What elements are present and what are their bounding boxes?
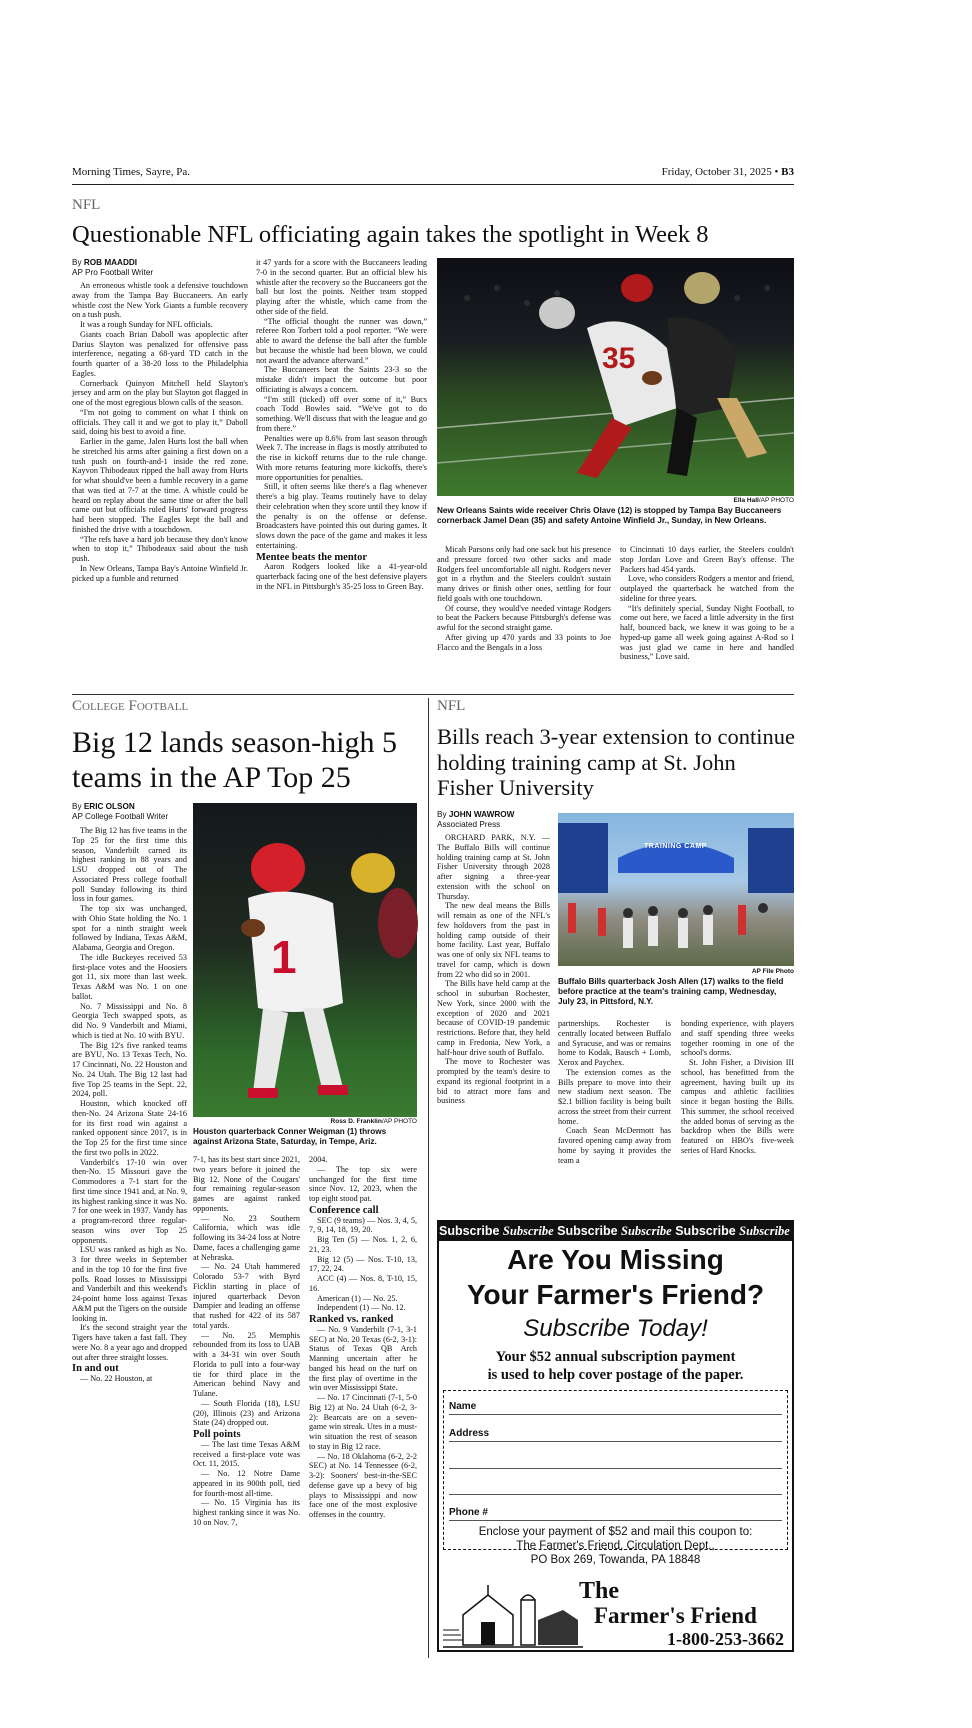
photo-caption: Buffalo Bills quarterback Josh Allen (17) walks to the field before practice at the team's training camp, Wednesday, July 23, in Pittsford, N.Y.	[558, 977, 784, 1006]
story3-col2	[558, 1019, 671, 1209]
paragraph: Coach Sean McDermott has favored opening camp away from home by saying it provides the team a	[558, 1126, 671, 1165]
paragraph: it 47 yards for a score with the Buccaneers leading 7-0 in the second quarter. But an official blew his whistle after the recovery so the Buccaneers got the ball but lost the points. Neither team stopped playing after the whistle, which came from the other side of the field.	[256, 258, 427, 316]
paragraph: Still, it often seems like there's a flag whenever there's a big play. Teams routinely have to delay their celebration when they score until they know if the penalty is on the offense or defense. Broadcasters have pointed this out during games. It slows down the pace of the game and makes it less entertaining.	[256, 482, 427, 550]
paragraph: St. John Fisher, a Division III school, has benefitted from the agreement, having built up its campus and athletic facilities since it began hosting the Bills. This summer, the school received the added bonus of serving as the backdrop when the Bills were featured on HBO's five-week series of Hard Knocks.	[681, 1058, 794, 1155]
banner-word: Subscribe	[857, 1224, 908, 1238]
paragraph: SEC (9 teams) — Nos. 3, 4, 5, 7, 9, 14, 18, 19, 20.	[309, 1215, 417, 1235]
paragraph: The extension comes as the Bills prepare to move into their new stadium next season. The $2.1 billion facility is being built across the street from their current home.	[558, 1067, 671, 1126]
paragraph: — South Florida (18), LSU (20), Illinois (23) and Arizona State (24) dropped out.	[193, 1398, 300, 1428]
photo-credit-name: Ella Hall	[733, 497, 759, 504]
paragraph: “I'm not going to comment on what I think on officials. They call it and we got to play it,” Daboll said, doing his best to avoid a fine.	[72, 407, 248, 437]
subhead: Poll points	[193, 1429, 241, 1440]
paragraph: Micah Parsons only had one sack but his presence and pressure forced two other sacks and made Rodgers feel uncomfortable all night. Rodgers never got in a rhythm and the Steelers couldn't sustain many drives or finish other ones, settling for four field goals with one touchdown.	[437, 545, 611, 603]
byline-by: By	[437, 810, 449, 819]
address-label: Address	[449, 1428, 490, 1439]
paragraph: — No. 22 Houston, at	[80, 1374, 153, 1383]
horizontal-divider	[72, 694, 794, 695]
paragraph: The move to Rochester was prompted by the team's desire to expand its regional footprint in a bid to attract more fans and business	[437, 1057, 550, 1106]
subhead: Mentee beats the mentor	[256, 551, 368, 563]
paragraph: — No. 24 Utah hammered Colorado 53-7 with Byrd Ficklin starting in place of injured quarterback Devon Dampier and leading an offense that rushed for 422 of its 587 total yards.	[193, 1262, 300, 1330]
paragraph: — No. 23 Southern California, which was idle following its 34-24 loss at Notre Dame, faces a challenging game at Nebraska.	[193, 1213, 300, 1262]
photo-caption: New Orleans Saints wide receiver Chris Olave (12) is stopped by Tampa Bay Buccaneers cornerback Jamel Dean (35) and safety Antoine Winfield Jr., Sunday, in New Orleans.	[437, 506, 782, 525]
address-field[interactable]	[449, 1428, 782, 1442]
story1-col1	[72, 281, 248, 687]
photo-credit-org: /AP PHOTO	[758, 497, 794, 504]
paragraph: Big Ten (5) — Nos. 1, 2, 6, 21, 23.	[309, 1235, 417, 1254]
date-bullet: •	[774, 166, 779, 178]
enclose-line1: Enclose your payment of $52 and mail this coupon to:	[478, 1526, 753, 1538]
name-field[interactable]	[449, 1401, 782, 1415]
paragraph: The Big 12 has five teams in the Top 25 for the first time this season, Vanderbilt carned its highest ranking in 88 years and LSU dropped out of The Associated Press college football poll Sunday following its third loss in four games.	[72, 826, 187, 904]
byline-role: Associated Press	[437, 819, 501, 829]
photo-art	[193, 803, 417, 1117]
paragraph: Independent (1) — No. 12.	[317, 1303, 406, 1313]
section-label: NFL	[437, 698, 466, 714]
paragraph: The Buccaneers beat the Saints 23-3 so the mistake didn't impact the outcome but poor officiating is always a concern.	[256, 365, 427, 394]
section-label: College Football	[72, 698, 189, 714]
photo-credit	[193, 1118, 417, 1125]
paragraph: ORCHARD PARK, N.Y. — The Buffalo Bills will continue holding training camp at St. John Fisher University through 2028 after signing a three-year extension with the school on Thursday.	[437, 833, 550, 901]
paragraph: “It's definitely special, Sunday Night Football, to come out here, we faced a little adversity in the first half, bounced back, we knew it was going to be a hyped-up game all week going against A-Rod so I was just glad we came in here and handled business,” Love said.	[620, 603, 794, 662]
subhead: Ranked vs. ranked	[309, 1314, 394, 1325]
paragraph: Earlier in the game, Jalen Hurts lost the ball when he stretched his arms after gaining a first down on a tush push on fourth-and-1 inside the red zone. Kayvon Thibodeaux ripped the ball away from Hurts for what should've been a fumble recovery in a game that was tied at 7-7 at the time. A whistle could be heard on replay about the same time or after the ball came out but officials ruled Hurts' forward progress had been stopped. The Eagles kept the ball and finished the drive with a touchdown.	[72, 437, 248, 534]
paragraph: Aaron Rodgers looked like a 41-year-old quarterback facing one of the best defensive players in the NFL in Pittsburgh's 35-25 loss to Green Bay.	[256, 562, 427, 591]
paragraph: — The top six were unchanged for the first time since Nov. 12, 2023, when the top eight stood pat.	[309, 1164, 417, 1203]
byline-by: By	[72, 258, 84, 267]
paragraph: In New Orleans, Tampa Bay's Antoine Winfield Jr. picked up a fumble and returned	[72, 563, 248, 583]
paragraph: 2004.	[309, 1155, 328, 1164]
paragraph: It was a rough Sunday for NFL officials.	[80, 320, 213, 329]
ad-line5: is used to help cover postage of the paper.	[487, 1367, 744, 1383]
masthead	[72, 160, 794, 185]
photo-caption: Houston quarterback Conner Weigman (1) throws against Arizona State, Saturday, in Tempe, Ariz.	[193, 1127, 387, 1146]
enclose-line3: PO Box 269, Towanda, PA 18848	[530, 1554, 701, 1566]
banner-word: Subscribe	[557, 1224, 618, 1238]
dots-icon: ···	[785, 160, 794, 166]
photo-training-camp	[558, 813, 794, 966]
headline: Bills reach 3-year extension to continue holding training camp at St. John Fisher University	[437, 724, 796, 800]
paragraph: bonding experience, with players and staff spending three weeks together rooming in one of the school's dorms.	[681, 1019, 794, 1058]
paragraph: 7-1, has its best start since 2021, two years before it joined the Big 12. None of the Cougars' four remaining regular-season games are against ranked opponents.	[193, 1155, 300, 1213]
enclose-line2: The Farmer's Friend, Circulation Dept.,	[516, 1540, 715, 1552]
paragraph: American (1) — No. 25.	[317, 1293, 398, 1303]
logo-the: The	[579, 1578, 620, 1604]
ad-line1: Are You Missing	[507, 1244, 724, 1275]
banner-word: Subscribe	[439, 1224, 500, 1238]
paragraph: Big 12 (5) — Nos. T-10, 13, 17, 22, 24.	[309, 1254, 417, 1274]
subscription-ad	[437, 1220, 972, 1652]
banner-word: Subscribe	[502, 1224, 554, 1238]
svg-text:1: 1	[271, 931, 297, 983]
photo-art	[558, 813, 794, 966]
paragraph: No. 7 Mississippi and No. 8 Georgia Tech swapped spots, as did No. 9 Vanderbilt and Miami, which is tied at No. 10 with BYU.	[72, 1001, 187, 1040]
subhead: In and out	[72, 1363, 119, 1375]
paragraph: After giving up 470 yards and 33 points to Joe Flacco and the Bengals in a loss	[437, 632, 611, 652]
paragraph: — No. 25 Memphis rebounded from its loss to UAB with a 34-31 win over South Florida to pull into a four-way tie for third place in the American behind Navy and Tulane.	[193, 1330, 300, 1398]
ad-line2: Your Farmer's Friend?	[466, 1279, 765, 1310]
byline	[72, 258, 248, 277]
photo-credit-org: /AP PHOTO	[381, 1118, 417, 1125]
page-number: B3	[781, 166, 794, 178]
date-text: Friday, October 31, 2025	[661, 166, 772, 178]
byline-name: ROB MAADDI	[83, 258, 138, 267]
paragraph: — No. 18 Oklahoma (6-2, 2-2 SEC) at No. 14 Tennessee (6-2, 3-2): Sooners' best-in-the-SEC defense gave up a bevy of big plays to Mississippi and now face one of the most explosive offenses in the country.	[309, 1451, 417, 1519]
subscribe-banner	[439, 1222, 972, 1241]
paragraph: to Cincinnati 10 days earlier, the Steelers couldn't stop Jordan Love and Green Bay's offense. The Packers had 454 yards.	[620, 545, 794, 574]
story1-col4	[620, 545, 794, 693]
banner-word: Subscribe	[793, 1224, 854, 1238]
logo-name: Farmer's Friend	[594, 1603, 757, 1628]
paragraph: The Bills have held camp at the school in suburban Rochester, New York, since 2000 with the exception of 2020 and 2021 because of COVID-19 pandemic restrictions. Before that, they held camp in Fredonia, New York, a half-hour drive south of Buffalo.	[437, 979, 550, 1057]
story3-col3	[681, 1019, 794, 1209]
paragraph: The top six was unchanged, with Ohio State holding the No. 1 spot for a ninth straight week followed by Indiana, Texas A&M, Alabama, Georgia and Oregon.	[72, 904, 187, 952]
banner-word: Subscribe	[675, 1224, 736, 1238]
story1-col2	[256, 258, 427, 690]
paragraph: “The refs have a hard job because they don't know when to stop it,” Thibodeaux said about the tush push.	[72, 534, 248, 563]
ad-line4: Your $52 annual subscription payment	[495, 1349, 736, 1365]
paragraph: — No. 9 Vanderbilt (7-1, 3-1 SEC) at No. 20 Texas (6-2, 3-1): Status of Texas QB Arch Manning uncertain after he banged his head on the turf on the first play of overtime in the win over Mississippi State.	[309, 1324, 417, 1393]
photo-credit	[437, 497, 794, 504]
enclose-text	[439, 1525, 792, 1567]
paragraph: An erroneous whistle took a defensive touchdown away from the Tampa Bay Buccaneers. An early whistle cost the New York Giants a fumble recovery on a tush push.	[72, 281, 248, 320]
byline	[437, 810, 550, 829]
byline	[72, 802, 187, 821]
banner-word: Subscribe	[739, 1224, 790, 1238]
paragraph: Houston, which knocked off then-No. 24 Arizona State 24-16 for its first road win against a ranked opponent since 2017, is in the Top 25 for the first time since the first two polls in 2022.	[72, 1099, 187, 1157]
story2-col2	[193, 1155, 300, 1655]
banner-word: Subscribe	[911, 1224, 972, 1238]
paragraph: “The official thought the runner was down,” referee Ron Torbert told a pool reporter. “We were able to award the defense the ball after the fumble but because the whistle had been blown, we could not award the advance afterward.”	[256, 316, 427, 365]
headline: Questionable NFL officiating again takes the spotlight in Week 8	[72, 221, 709, 248]
paragraph: Cornerback Quinyon Mitchell held Slayton's jersey and arm on the play but Slayton got flagged in one of the most egregious blown calls of the season.	[72, 378, 248, 407]
paragraph: “I'm still (ticked) off over some of it,” Bucs coach Todd Bowles said. “We've got to do something. We'll discuss that with the league and go from there.”	[256, 394, 427, 433]
headline: Big 12 lands season-high 5 teams in the AP Top 25	[72, 726, 397, 794]
story3-col1	[437, 833, 550, 1208]
byline-name: JOHN WAWROW	[448, 810, 515, 819]
paragraph: Penalties were up 8.6% from last season through Week 7. The increase in flags is mostly attributed to the rise in kickoff returns due to the rule change. With more returns featuring more kickoffs, there's more opportunities for penalties.	[256, 433, 427, 482]
paragraph: — No. 17 Cincinnati (7-1, 5-0 Big 12) at No. 24 Utah (6-2, 3-2): Bearcats are on a seven-game win streak. Utes in a must-win situation the rest of season to stay in Big 12 race.	[309, 1393, 417, 1451]
paragraph: ACC (4) — Nos. 8, T-10, 15, 16.	[309, 1274, 417, 1293]
paragraph: — No. 15 Virginia has its highest ranking since it was No. 10 on Nov. 7,	[193, 1498, 300, 1527]
paragraph: — No. 12 Notre Dame appeared in its 900th poll, tied for fourth-most all-time.	[193, 1469, 300, 1498]
paragraph: It's the second straight year the Tigers have taken a fast fall. They were No. 8 a year ago and dropped out after three straight losses.	[72, 1323, 187, 1362]
paragraph: Love, who considers Rodgers a mentor and friend, outplayed the quarterback he watched from the sideline for three years.	[620, 574, 794, 603]
address-line-2[interactable]	[449, 1455, 782, 1469]
banner-word: Subscribe	[621, 1224, 672, 1238]
paragraph: Giants coach Brian Daboll was apoplectic after Darius Slayton was penalized for offensive pass interference, negating a 68-yard TD catch in the fourth quarter of a 38-20 loss to the Philadelphia Eagles.	[72, 329, 248, 378]
paragraph: Of course, they would've needed vintage Rodgers to beat the Packers because Pittsburgh's defense was awful for the second straight game.	[437, 603, 611, 632]
story2-col3	[309, 1155, 417, 1655]
byline-role: AP Pro Football Writer	[72, 267, 154, 277]
paragraph: — The last time Texas A&M received a first-place vote was Oct. 11, 2015.	[193, 1439, 300, 1469]
paragraph: The Big 12's five ranked teams are BYU, No. 13 Texas Tech, No. 17 Cincinnati, No. 22 Houston and No. 24 Utah. The Big 12 last had five Top 25 teams in the Sept. 22, 2024, poll.	[72, 1040, 187, 1099]
byline-name: ERIC OLSON	[83, 802, 135, 811]
issue-date	[662, 166, 794, 178]
svg-text:35: 35	[602, 342, 636, 375]
photo-art	[437, 258, 794, 496]
section-label: NFL	[72, 197, 101, 213]
barn-illustration	[443, 1580, 583, 1650]
paragraph: partnerships. Rochester is centrally located between Buffalo and Syracuse, and was or remains home to Kodak, Bausch + Lomb, Xerox and Paychex.	[558, 1019, 671, 1067]
farm-logo-icon	[443, 1580, 583, 1650]
paper-name: Morning Times, Sayre, Pa.	[72, 166, 190, 178]
vertical-divider	[428, 698, 429, 1658]
photo-saints-bucs	[437, 258, 794, 496]
byline-role: AP College Football Writer	[72, 811, 169, 821]
paragraph: The idle Buckeyes received 53 first-place votes and the Hoosiers got 11, six more than last week. Texas A&M was No. 1 on one ballot.	[72, 952, 187, 1001]
training-camp-banner: TRAINING CAMP	[644, 843, 707, 850]
paragraph: The new deal means the Bills will remain as one of the NFL's few holdovers from the past in holding camp outside of their home facility. Last year, Buffalo was one of only six NFL teams to travel for camp, which is down from 22 who did so in 2001.	[437, 901, 550, 979]
photo-credit-name: Ross D. Franklin	[330, 1118, 382, 1125]
ad-phone-number: 1-800-253-3662	[667, 1629, 784, 1649]
phone-label: Phone #	[449, 1507, 488, 1518]
name-label: Name	[449, 1401, 477, 1412]
story1-col3	[437, 545, 611, 693]
story2-col1	[72, 826, 187, 1656]
photo-credit: AP File Photo	[751, 968, 794, 975]
ad-line3: Subscribe Today!	[523, 1315, 708, 1342]
photo-houston-qb	[193, 803, 417, 1117]
paragraph: Vanderbilt's 17-10 win over then-No. 15 Missouri gave the Commodores a 7-1 start for the first time since 1941 and, at No. 9, its highest ranking since it was No. 7 for one week in 1937. Vandy has a program-record three regular-season wins over Top 25 opponents.	[72, 1157, 187, 1245]
address-line-3[interactable]	[449, 1481, 782, 1495]
paragraph: LSU was ranked as high as No. 3 for three weeks in September and in the top 10 for the first five polls. Road losses to Mississippi and Vanderbilt and this weekend's 24-point home loss against Texas A&M put the Tigers on the outside looking in.	[72, 1245, 187, 1323]
subhead: Conference call	[309, 1204, 379, 1216]
phone-field[interactable]	[449, 1507, 782, 1521]
byline-by: By	[72, 802, 84, 811]
